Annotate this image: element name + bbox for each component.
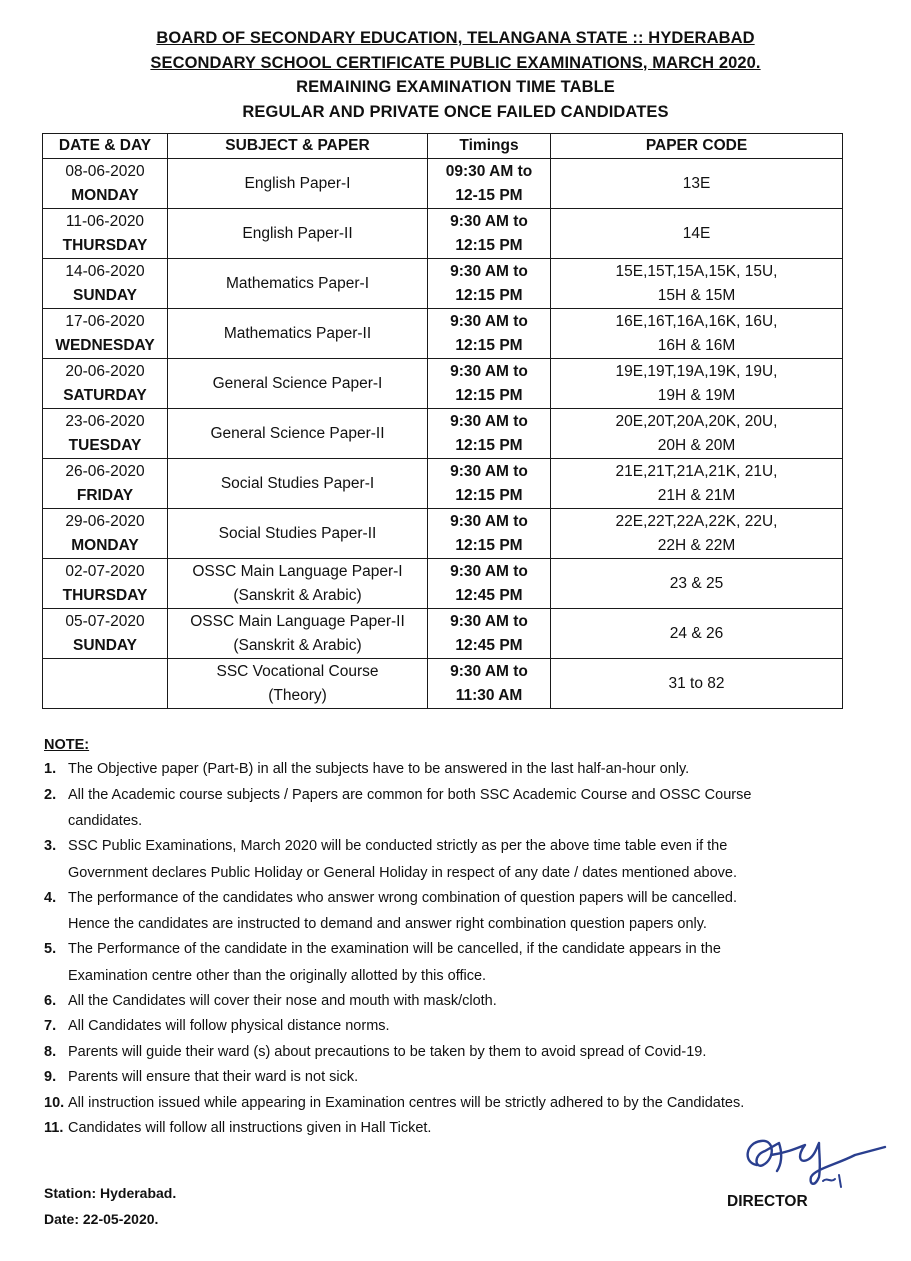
paper-code-cell: 23 & 25	[551, 559, 843, 609]
note-text: Parents will ensure that their ward is not sick.	[68, 1069, 359, 1085]
exam-day: TUESDAY	[68, 436, 142, 454]
note-text: The Objective paper (Part-B) in all the subjects have to be answered in the last half-an-hour only.	[68, 761, 690, 777]
note-number: 8.	[44, 1043, 57, 1060]
station-label: Station: Hyderabad.	[44, 1185, 177, 1201]
note-item	[44, 989, 844, 1015]
paper-code-line: 21H & 21M	[657, 486, 736, 504]
note-text-continued: Hence the candidates are instructed to demand and answer right combination question papers only.	[68, 916, 707, 932]
note-item	[44, 886, 844, 938]
exam-date: 11-06-2020	[65, 212, 145, 230]
note-item	[44, 1091, 844, 1117]
paper-code-line: 16H & 16M	[657, 336, 736, 354]
subject-cell	[168, 659, 428, 709]
exam-date: 14-06-2020	[65, 262, 145, 280]
note-item	[44, 834, 844, 886]
table-row	[43, 659, 843, 709]
subject-line: OSSC Main Language Paper-II	[190, 612, 405, 630]
note-text-continued: Government declares Public Holiday or General Holiday in respect of any date / dates mentioned above.	[68, 864, 737, 881]
note-number: 7.	[44, 1018, 57, 1034]
time-end: 12:15 PM	[455, 436, 523, 454]
subject-cell: English Paper-I	[168, 159, 428, 209]
exam-date: 26-06-2020	[65, 462, 145, 480]
paper-code-cell	[551, 409, 843, 459]
paper-code-line: 19E,19T,19A,19K, 19U,	[615, 362, 778, 380]
paper-code-line: 19H & 19M	[657, 386, 736, 404]
column-header: SUBJECT & PAPER	[168, 134, 428, 159]
note-text: All the Academic course subjects / Papers are common for both SSC Academic Course and OSSC Course	[68, 786, 752, 803]
time-start: 9:30 AM to	[450, 662, 528, 680]
date-cell	[43, 459, 168, 509]
timing-cell	[428, 259, 551, 309]
exam-date: 08-06-2020	[65, 162, 145, 180]
note-number: 11.	[44, 1120, 64, 1136]
note-number: 9.	[44, 1069, 57, 1085]
director-title: DIRECTOR	[727, 1193, 808, 1210]
note-number: 4.	[44, 889, 57, 906]
exam-day: MONDAY	[71, 536, 139, 554]
note-text: All instruction issued while appearing in Examination centres will be strictly adhered to by the Candidates.	[68, 1094, 745, 1111]
notes-section	[44, 735, 844, 1142]
date-cell	[43, 309, 168, 359]
note-text: The performance of the candidates who answer wrong combination of question papers will be cancelled.	[68, 889, 737, 906]
time-start: 09:30 AM to	[445, 162, 533, 180]
note-text-continued: Examination centre other than the originally allotted by this office.	[68, 967, 487, 984]
timing-cell	[428, 559, 551, 609]
time-start: 9:30 AM to	[450, 362, 528, 380]
note-number: 6.	[44, 992, 57, 1009]
document-header	[0, 26, 911, 124]
note-number: 5.	[44, 941, 57, 957]
subject-cell	[168, 559, 428, 609]
note-text: The Performance of the candidate in the examination will be cancelled, if the candidate appears in the	[68, 941, 721, 957]
table-row	[43, 309, 843, 359]
note-item	[44, 757, 844, 783]
exam-day: SUNDAY	[72, 286, 138, 304]
paper-code-cell: 31 to 82	[551, 659, 843, 709]
note-text-continued: candidates.	[68, 813, 143, 829]
exam-day: THURSDAY	[62, 586, 148, 604]
date-cell	[43, 609, 168, 659]
paper-code-cell	[551, 359, 843, 409]
date-cell	[43, 359, 168, 409]
time-end: 12:15 PM	[455, 536, 523, 554]
timing-cell	[428, 209, 551, 259]
note-item	[44, 1014, 844, 1040]
candidates-title: REGULAR AND PRIVATE ONCE FAILED CANDIDATES	[242, 102, 669, 121]
exam-day: FRIDAY	[76, 486, 134, 504]
column-header: PAPER CODE	[551, 134, 843, 159]
date-cell	[43, 409, 168, 459]
timetable-title: REMAINING EXAMINATION TIME TABLE	[296, 78, 615, 96]
timing-cell	[428, 659, 551, 709]
table-header-row	[43, 134, 843, 159]
time-end: 12:45 PM	[455, 636, 523, 654]
exam-day: SUNDAY	[72, 636, 138, 654]
subject-cell: Mathematics Paper-II	[168, 309, 428, 359]
paper-code-cell	[551, 509, 843, 559]
paper-code-line: 16E,16T,16A,16K, 16U,	[615, 312, 778, 330]
subject-line: OSSC Main Language Paper-I	[192, 562, 403, 580]
exam-date: 23-06-2020	[65, 412, 145, 430]
table-row	[43, 559, 843, 609]
timing-cell	[428, 159, 551, 209]
timing-cell	[428, 309, 551, 359]
note-item	[44, 937, 844, 989]
time-end: 11:30 AM	[455, 686, 523, 704]
table-row	[43, 409, 843, 459]
time-start: 9:30 AM to	[450, 462, 528, 480]
exam-date: 02-07-2020	[65, 562, 145, 580]
exam-day: MONDAY	[71, 186, 139, 204]
table-row	[43, 459, 843, 509]
note-number: 3.	[44, 838, 57, 854]
note-item	[44, 1040, 844, 1066]
paper-code-cell: 13E	[551, 159, 843, 209]
subject-cell: General Science Paper-II	[168, 409, 428, 459]
notes-title: NOTE:	[44, 737, 90, 753]
paper-code-line: 20H & 20M	[657, 436, 736, 454]
time-start: 9:30 AM to	[450, 512, 528, 530]
subject-cell: Mathematics Paper-I	[168, 259, 428, 309]
exam-day: WEDNESDAY	[55, 336, 155, 354]
timing-cell	[428, 609, 551, 659]
time-end: 12:15 PM	[455, 236, 523, 254]
table-row	[43, 509, 843, 559]
date-cell	[43, 259, 168, 309]
date-cell	[43, 509, 168, 559]
subject-line: (Sanskrit & Arabic)	[233, 586, 362, 604]
exam-title: SECONDARY SCHOOL CERTIFICATE PUBLIC EXAMINATIONS, MARCH 2020.	[150, 53, 761, 72]
note-item	[44, 783, 844, 835]
note-number: 10.	[44, 1094, 65, 1111]
time-start: 9:30 AM to	[450, 612, 528, 630]
time-start: 9:30 AM to	[450, 212, 528, 230]
time-end: 12:15 PM	[455, 336, 523, 354]
table-row	[43, 609, 843, 659]
table-row	[43, 359, 843, 409]
paper-code-line: 15H & 15M	[657, 286, 736, 304]
paper-code-cell	[551, 259, 843, 309]
time-start: 9:30 AM to	[450, 262, 528, 280]
notes-list	[44, 757, 844, 1142]
table-body	[43, 159, 843, 709]
time-end: 12-15 PM	[455, 186, 523, 204]
paper-code-cell	[551, 459, 843, 509]
time-end: 12:15 PM	[455, 486, 523, 504]
timing-cell	[428, 359, 551, 409]
note-number: 1.	[44, 761, 57, 777]
date-cell	[43, 209, 168, 259]
table-row	[43, 159, 843, 209]
note-item	[44, 1116, 844, 1142]
subject-cell: General Science Paper-I	[168, 359, 428, 409]
time-end: 12:45 PM	[455, 586, 523, 604]
time-end: 12:15 PM	[455, 386, 523, 404]
time-end: 12:15 PM	[455, 286, 523, 304]
paper-code-line: 22H & 22M	[657, 536, 736, 554]
table-row	[43, 209, 843, 259]
paper-code-line: 15E,15T,15A,15K, 15U,	[615, 262, 778, 280]
subject-line: SSC Vocational Course	[216, 662, 379, 680]
issue-date: Date: 22-05-2020.	[44, 1211, 159, 1227]
exam-date: 29-06-2020	[65, 512, 145, 530]
subject-cell: English Paper-II	[168, 209, 428, 259]
note-text: SSC Public Examinations, March 2020 will be conducted strictly as per the above time table even if the	[68, 838, 728, 854]
time-start: 9:30 AM to	[450, 312, 528, 330]
exam-day: THURSDAY	[62, 236, 148, 254]
subject-cell: Social Studies Paper-I	[168, 459, 428, 509]
station-date-block	[44, 1180, 176, 1232]
exam-timetable	[42, 133, 843, 709]
time-start: 9:30 AM to	[450, 412, 528, 430]
note-number: 2.	[44, 786, 57, 803]
date-cell	[43, 159, 168, 209]
exam-date: 20-06-2020	[65, 362, 145, 380]
date-cell	[43, 559, 168, 609]
time-start: 9:30 AM to	[450, 562, 528, 580]
subject-line: (Theory)	[268, 686, 327, 704]
note-text: Parents will guide their ward (s) about precautions to be taken by them to avoid spread of Covid-19.	[68, 1043, 707, 1060]
paper-code-line: 21E,21T,21A,21K, 21U,	[615, 462, 778, 480]
column-header: Timings	[428, 134, 551, 159]
exam-day: SATURDAY	[63, 386, 147, 404]
paper-code-line: 20E,20T,20A,20K, 20U,	[615, 412, 778, 430]
note-item	[44, 1065, 844, 1091]
table-row	[43, 259, 843, 309]
exam-date: 17-06-2020	[65, 312, 145, 330]
director-signature	[735, 1125, 895, 1195]
date-cell	[43, 659, 168, 709]
note-text: Candidates will follow all instructions given in Hall Ticket.	[68, 1120, 432, 1136]
paper-code-cell	[551, 309, 843, 359]
paper-code-line: 22E,22T,22A,22K, 22U,	[615, 512, 778, 530]
subject-cell	[168, 609, 428, 659]
column-header: DATE & DAY	[43, 134, 168, 159]
note-text: All the Candidates will cover their nose and mouth with mask/cloth.	[68, 992, 497, 1009]
subject-cell: Social Studies Paper-II	[168, 509, 428, 559]
paper-code-cell: 14E	[551, 209, 843, 259]
paper-code-cell: 24 & 26	[551, 609, 843, 659]
exam-date: 05-07-2020	[65, 612, 145, 630]
timing-cell	[428, 409, 551, 459]
subject-line: (Sanskrit & Arabic)	[233, 636, 362, 654]
board-title: BOARD OF SECONDARY EDUCATION, TELANGANA STATE :: HYDERABAD	[156, 29, 755, 47]
timing-cell	[428, 509, 551, 559]
note-text: All Candidates will follow physical distance norms.	[68, 1018, 390, 1034]
timing-cell	[428, 459, 551, 509]
